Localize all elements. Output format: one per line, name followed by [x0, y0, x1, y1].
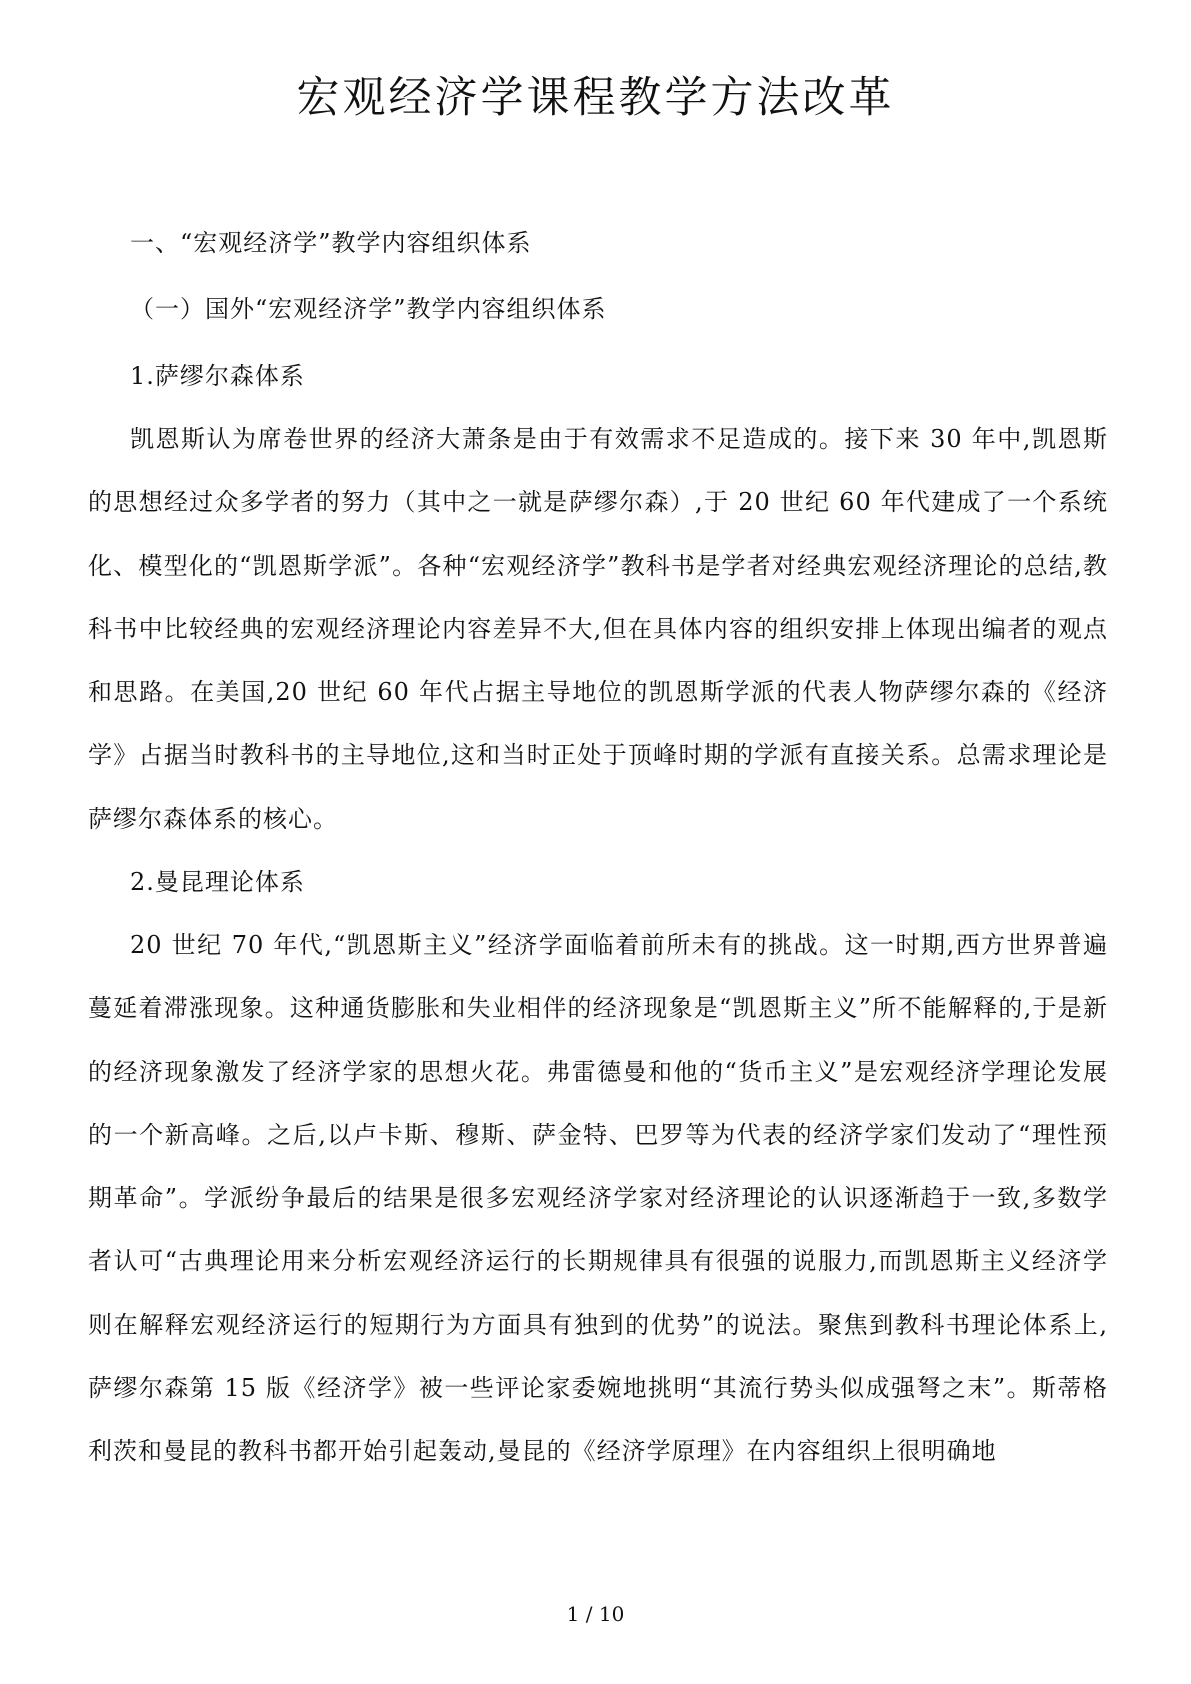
page-number: 1 / 10 — [566, 1602, 625, 1626]
item-heading-samuelson: 1.萨缪尔森体系 — [130, 362, 305, 390]
paragraph-mankiw: 20 世纪 70 年代,“凯恩斯主义”经济学面临着前所未有的挑战。这一时期,西方世界普遍蔓延着滞涨现象。这种通货膨胀和失业相伴的经济现象是“凯恩斯主义”所不能解释的,于是新的经济现象激发了经济学家的思想火花。弗雷德曼和他的“货币主义”是宏观经济学理论发展的一个新高峰。之后,以卢卡斯、穆斯、萨金特、巴罗等为代表的经济学家们发动了“理性预期革命”。学派纷争最后的结果是很多宏观经济学家对经济理论的认识逐渐趋于一致,多数学者认可“古典理论用来分析宏观经济运行的长期规律具有很强的说服力,而凯恩斯主义经济学则在解释宏观经济运行的短期行为方面具有独到的优势”的说法。聚焦到教科书理论体系上,萨缪尔森第 15 版《经济学》被一些评论家委婉地挑明“其流行势头似成强弩之末”。斯蒂格利茨和曼昆的教科书都开始引起轰动,曼昆的《经济学原理》在内容组织上很明确地 — [88, 931, 1108, 1466]
section-heading: 一、“宏观经济学”教学内容组织体系 — [130, 229, 532, 257]
document-title: 宏观经济学课程教学方法改革 — [296, 73, 895, 123]
item-heading-mankiw: 2.曼昆理论体系 — [130, 868, 305, 896]
subsection-heading: （一）国外“宏观经济学”教学内容组织体系 — [130, 295, 607, 323]
paragraph-samuelson: 凯恩斯认为席卷世界的经济大萧条是由于有效需求不足造成的。接下来 30 年中,凯恩斯的思想经过众多学者的努力（其中之一就是萨缪尔森）,于 20 世纪 60 年代建成了一个系统化、模型化的“凯恩斯学派”。各种“宏观经济学”教科书是学者对经典宏观经济理论的总结,教科书中比较经典的宏观经济理论内容差异不大,但在具体内容的组织安排上体现出编者的观点和思路。在美国,20 世纪 60 年代占据主导地位的凯恩斯学派的代表人物萨缪尔森的《经济学》占据当时教科书的主导地位,这和当时正处于顶峰时期的学派有直接关系。总需求理论是萨缪尔森体系的核心。 — [88, 425, 1108, 833]
